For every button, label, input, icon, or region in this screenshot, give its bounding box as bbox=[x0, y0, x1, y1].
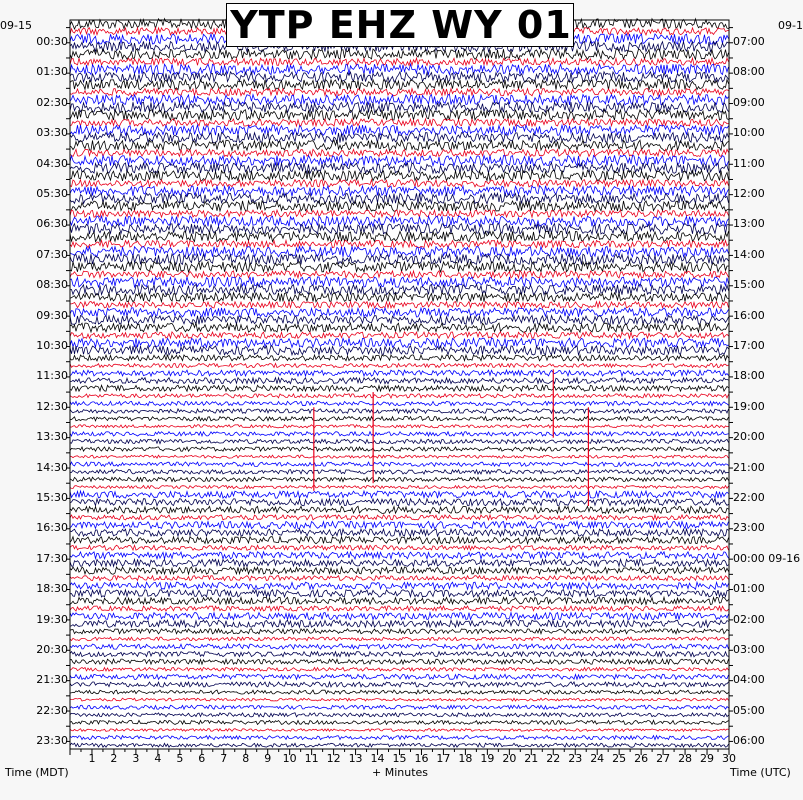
left-time-label: 20:30 bbox=[36, 643, 68, 656]
left-time-label: 16:30 bbox=[36, 521, 68, 535]
left-time-label: 08:30 bbox=[36, 278, 68, 292]
left-time-label: 03:30 bbox=[36, 126, 68, 140]
right-time-label: 02:00 bbox=[733, 612, 765, 626]
left-time-label: 04:30 bbox=[36, 156, 68, 170]
left-time-label: 11:30 bbox=[36, 369, 68, 383]
left-time-label: 23:30 bbox=[36, 734, 68, 748]
x-tick-label: 10 bbox=[282, 752, 297, 765]
x-tick-label: 18 bbox=[458, 752, 473, 765]
left-time-label: 01:30 bbox=[36, 65, 68, 79]
x-tick-label: 4 bbox=[154, 752, 162, 765]
x-tick-label: 19 bbox=[480, 752, 495, 765]
right-time-label: 10:00 bbox=[733, 126, 765, 140]
x-tick-label: 13 bbox=[348, 752, 363, 765]
x-tick-label: 5 bbox=[176, 752, 184, 765]
x-tick-label: 17 bbox=[436, 752, 451, 765]
left-time-label: 18:30 bbox=[36, 582, 68, 596]
x-tick-label: 29 bbox=[700, 752, 715, 765]
right-time-label: 18:00 bbox=[733, 369, 765, 383]
left-time-label: 17:30 bbox=[36, 551, 68, 565]
x-tick-label: 15 bbox=[392, 752, 407, 765]
x-tick-label: 25 bbox=[612, 752, 627, 765]
x-tick-label: 16 bbox=[414, 752, 429, 765]
right-time-label: 19:00 bbox=[733, 399, 765, 413]
x-tick-label: 3 bbox=[132, 752, 140, 765]
left-time-label: 12:30 bbox=[36, 399, 68, 413]
start-date-label: 09-15 bbox=[0, 19, 32, 32]
right-time-label: 09:00 bbox=[733, 95, 765, 109]
left-time-label: 02:30 bbox=[36, 95, 68, 109]
x-tick-label: 20 bbox=[502, 752, 517, 765]
x-tick-label: 2 bbox=[110, 752, 118, 765]
left-time-label: 06:30 bbox=[36, 217, 68, 231]
x-tick-label: 9 bbox=[264, 752, 272, 765]
right-time-label: 22:00 bbox=[733, 491, 765, 504]
right-time-label: 06:00 bbox=[733, 734, 765, 748]
x-tick-label: 26 bbox=[634, 752, 649, 765]
x-tick-label: 6 bbox=[198, 752, 206, 765]
x-tick-label: 21 bbox=[524, 752, 539, 765]
right-time-label: 14:00 bbox=[733, 247, 765, 261]
x-tick-label: 30 bbox=[722, 752, 736, 765]
right-axis-label: Time (UTC) bbox=[730, 766, 791, 779]
x-axis-label: + Minutes bbox=[372, 766, 429, 779]
left-time-label: 15:30 bbox=[36, 491, 68, 504]
right-time-label: 17:00 bbox=[733, 339, 765, 352]
left-time-label: 10:30 bbox=[36, 339, 68, 352]
x-tick-label: 14 bbox=[370, 752, 385, 765]
x-tick-label: 24 bbox=[590, 752, 605, 765]
left-time-label: 07:30 bbox=[36, 247, 68, 261]
right-time-label: 07:00 bbox=[733, 35, 765, 48]
left-time-label: 21:30 bbox=[36, 673, 68, 687]
right-time-label: 20:00 bbox=[733, 430, 765, 444]
right-time-label: 01:00 bbox=[733, 582, 765, 596]
right-time-label: 00:00 09-16 bbox=[733, 551, 801, 565]
x-tick-label: 12 bbox=[326, 752, 341, 765]
title-box bbox=[226, 3, 574, 47]
x-tick-label: 8 bbox=[242, 752, 250, 765]
x-tick-label: 23 bbox=[568, 752, 583, 765]
right-time-label: 13:00 bbox=[733, 217, 765, 231]
x-tick-label: 27 bbox=[656, 752, 671, 765]
right-time-label: 04:00 bbox=[733, 673, 765, 687]
x-tick-label: 7 bbox=[220, 752, 228, 765]
right-time-label: 11:00 bbox=[733, 156, 765, 170]
right-time-label: 23:00 bbox=[733, 521, 765, 535]
utc-date-label: 09-1 bbox=[778, 19, 803, 32]
right-time-label: 08:00 bbox=[733, 65, 765, 79]
x-tick-label: 28 bbox=[678, 752, 693, 765]
left-time-label: 19:30 bbox=[36, 612, 68, 626]
right-time-label: 21:00 bbox=[733, 460, 765, 474]
left-time-label: 00:30 bbox=[36, 35, 68, 48]
x-tick-label: 22 bbox=[546, 752, 561, 765]
left-axis-label: Time (MDT) bbox=[5, 766, 69, 779]
left-time-label: 09:30 bbox=[36, 308, 68, 322]
x-tick-label: 1 bbox=[88, 752, 96, 765]
right-time-label: 16:00 bbox=[733, 308, 765, 322]
left-time-label: 05:30 bbox=[36, 187, 68, 200]
left-time-label: 22:30 bbox=[36, 703, 68, 717]
right-time-label: 05:00 bbox=[733, 703, 765, 717]
right-time-label: 12:00 bbox=[733, 187, 765, 200]
right-time-label: 15:00 bbox=[733, 278, 765, 292]
x-tick-label: 11 bbox=[304, 752, 319, 765]
left-time-label: 13:30 bbox=[36, 430, 68, 444]
chart-title: YTP EHZ WY 01 bbox=[230, 3, 572, 47]
left-time-label: 14:30 bbox=[36, 460, 68, 474]
right-time-label: 03:00 bbox=[733, 643, 765, 656]
